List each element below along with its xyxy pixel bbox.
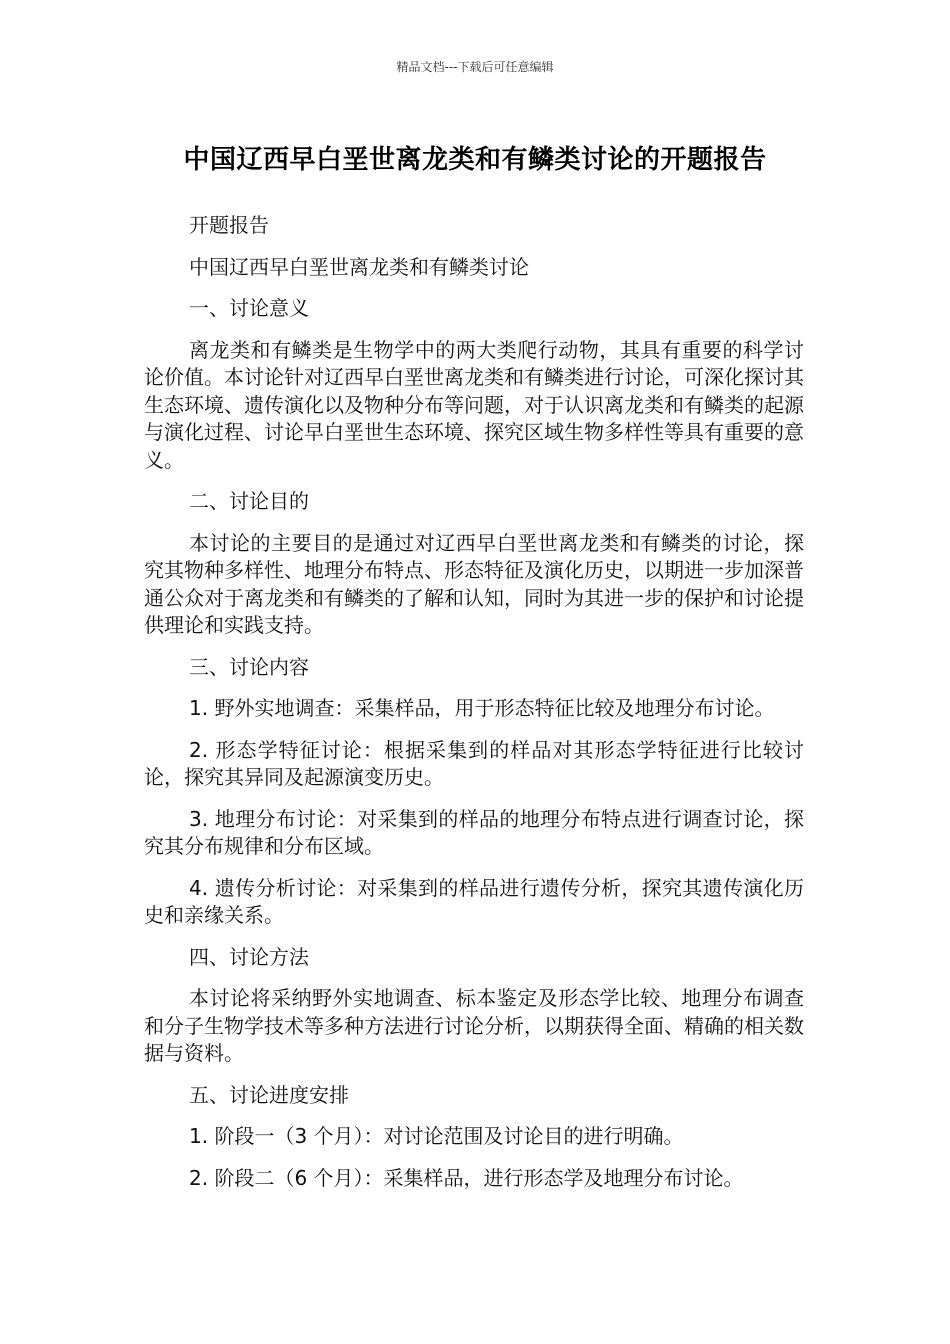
list-item-stage-two: 2. 阶段二（6 个月）：采集样品，进行形态学及地理分布讨论。 — [189, 1165, 744, 1190]
list-item-genetics: 4. 遗传分析讨论：对采集到的样品进行遗传分析，探究其遗传演化历史和亲缘关系。 — [144, 875, 804, 927]
header-note: 精品文档---下载后可任意编辑 — [396, 60, 554, 74]
section-heading-significance: 一、讨论意义 — [189, 296, 309, 320]
paragraph-topic: 中国辽西早白垩世离龙类和有鳞类讨论 — [189, 254, 529, 279]
list-item-stage-one: 1. 阶段一（3 个月）：对讨论范围及讨论目的进行明确。 — [189, 1124, 684, 1148]
section-heading-purpose: 二、讨论目的 — [189, 489, 309, 513]
paragraph-significance: 离龙类和有鳞类是生物学中的两大类爬行动物，其具有重要的科学讨论价值。本讨论针对辽西早白垩世离龙类和有鳞类进行讨论，可深化探讨其生态环境、遗传演化以及物种分布等问题，对于认识离龙类和有鳞类的起源与演化过程、讨论早白垩世生态环境、探究区域生物多样性等具有重要的意义。 — [144, 337, 804, 472]
paragraph-purpose: 本讨论的主要目的是通过对辽西早白垩世离龙类和有鳞类的讨论，探究其物种多样性、地理分布特点、形态特征及演化历史，以期进一步加深普通公众对于离龙类和有鳞类的了解和认知，同时为其进一步的保护和讨论提供理论和实践支持。 — [144, 530, 804, 637]
document-title: 中国辽西早白垩世离龙类和有鳞类讨论的开题报告 — [183, 145, 767, 175]
section-heading-content: 三、讨论内容 — [189, 654, 309, 679]
document-body — [144, 212, 804, 1206]
list-item-geography: 3. 地理分布讨论：对采集到的样品的地理分布特点进行调查讨论，探究其分布规律和分布区域。 — [144, 806, 804, 858]
section-heading-schedule: 五、讨论进度安排 — [189, 1082, 349, 1107]
list-item-field-survey: 1. 野外实地调查：采集样品，用于形态特征比较及地理分布讨论。 — [189, 696, 775, 720]
paragraph-methods: 本讨论将采纳野外实地调查、标本鉴定及形态学比较、地理分布调查和分子生物学技术等多种方法进行讨论分析，以期获得全面、精确的相关数据与资料。 — [144, 986, 804, 1065]
section-heading-methods: 四、讨论方法 — [189, 944, 309, 969]
list-item-morphology: 2. 形态学特征讨论：根据采集到的样品对其形态学特征进行比较讨论，探究其异同及起源演变历史。 — [144, 737, 804, 789]
paragraph-report-label: 开题报告 — [189, 213, 269, 237]
